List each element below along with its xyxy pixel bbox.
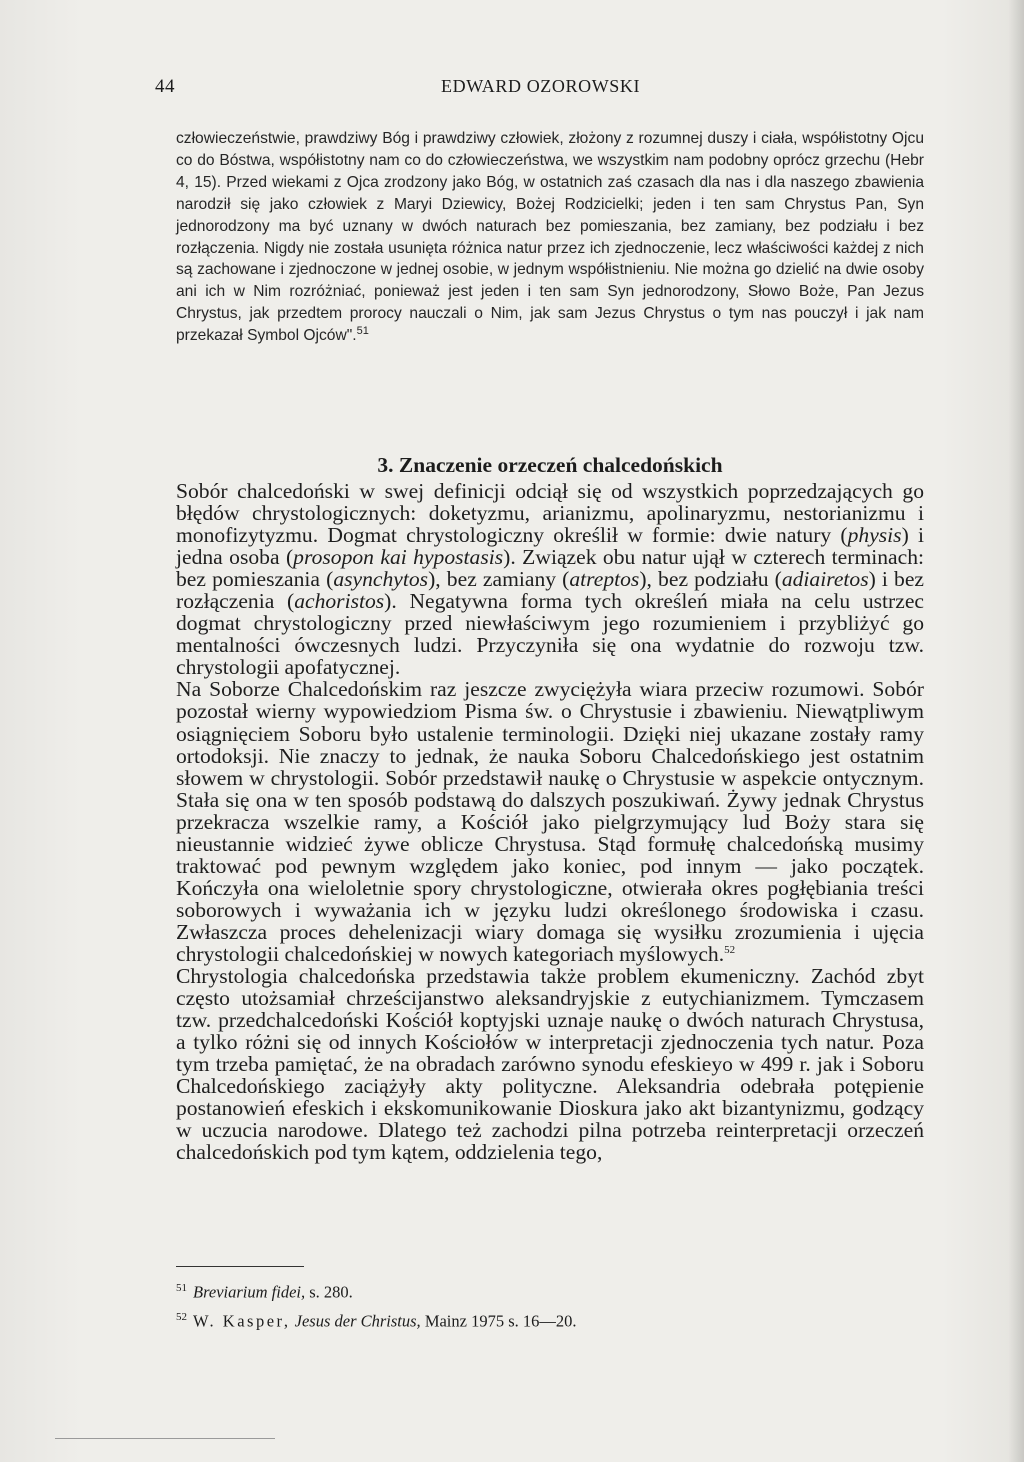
text-run: ), bez zamiany ( [428, 567, 570, 592]
footnote-title: Breviarium fidei, [193, 1282, 306, 1302]
section-heading: 3. Znaczenie orzeczeń chalcedońskich [377, 453, 723, 477]
paragraph-3 [176, 965, 924, 1163]
footnote-number: 52 [176, 1310, 187, 1323]
footnote-author: W. Kasper, [193, 1311, 291, 1330]
footnote-51 [176, 1276, 924, 1305]
footnote-divider [176, 1266, 304, 1267]
text-run: ), bez podziału ( [639, 567, 782, 592]
quotation-text: człowieczeństwie, prawdziwy Bóg i prawdziwy człowiek, złożony z rozumnej duszy i ciała, współistotny Ojcu co do Bóstwa, współistotny nam co do człowieczeństwa, we wszystkim nam podobny oprócz grzechu (Hebr 4, 15). Przed wiekami z Ojca zrodzony jako Bóg, w ostatnich zaś czasach dla nas i dla naszego zbawienia narodził się jako człowiek z Maryi Dziewicy, Bożej Rodzicielki; jeden i ten sam Chrystus Pan, Syn jednorodzony ma być uznany w dwóch naturach bez pomieszania, bez zamiany, bez podziału i bez rozłączenia. Nigdy nie została usunięta różnica natur przez ich zjednoczenie, lecz właściwości każdej z nich są zachowane i zjednoczone w jednej osobie, w jednym współistnieniu. Nie można go dzielić na dwie osoby ani ich w Nim rozróżniać, ponieważ jest jeden i ten sam Syn jednorodzony, Słowo Boże, Pan Jezus Chrystus, jak przedtem prorocy nauczali o Nim, jak sam Jezus Chrystus o tym nas pouczył i jak nam przekazał Symbol Ojców". [176, 130, 924, 345]
text-run: ). Związek obu natur ujął w czterech terminach: bez pomieszania ( [176, 545, 924, 592]
term-achoristos: achoristos [294, 589, 385, 614]
quotation-paragraph [176, 128, 924, 347]
footnote-ref-52: 52 [724, 943, 736, 956]
footnote-52 [176, 1305, 924, 1334]
text-run: ) i bez rozłączenia ( [176, 567, 925, 614]
text-run: Chrystologia chalcedońska przedstawia także problem ekumeniczny. Zachód zbyt często utożsamiał chrześcijanstwo aleksandryjskie z eutychianizmem. Tymczasem tzw. przedchalcedoński Kościół koptyjski uznaje naukę o dwóch naturach Chrystusa, a tylko różni się od innych Kościołów w interpretacji zjednoczenia tych natur. Poza tym trzeba pamiętać, że na obradach zarówno synodu efeskieyo w 499 r. jak i Soboru Chalcedońskiego zaciążyły akty polityczne. Aleksandria odebrała potępienie postanowień efeskich i ekskomunikowanie Dioskura jako akt bizantynizmu, godzący w uczucia narodowe. Dlatego też zachodzi pilna potrzeba reinterpretacji orzeczeń chalcedońskich pod tym kątem, oddzielenia tego, [176, 964, 924, 1165]
page-number: 44 [155, 76, 175, 97]
running-head: EDWARD OZOROWSKI [441, 76, 641, 96]
text-run: ). Negatywna forma tych określeń miała na celu ustrzec dogmat chrystologiczny przed niewłaściwym jego rozumieniem i przybliżyć go mentalności ówczesnych ludzi. Przyczyniła się ona wydatnie do rozwoju tzw. chrystologii apofatycznej. [176, 589, 924, 680]
text-run: Na Soborze Chalcedońskim raz jeszcze zwyciężyła wiara przeciw rozumowi. Sobór pozostał wierny wypowiedziom Pisma św. o Chrystusie i zbawieniu. Niewątpliwym osiągnięciem Soboru było ustalenie terminologii. Dzięki niej ukazane zostały ramy ortodoksji. Nie znaczy to jednak, że nauka Soboru Chalcedońskiego jest ostatnim słowem w chrystologii. Sobór przedstawił naukę o Chrystusie w aspekcie ontycznym. Stała się ona w ten sposób podstawą do dalszych poszukiwań. Żywy jednak Chrystus przekracza wszelkie ramy, a Kościół jako pielgrzymujący lud Boży stara się nieustannie widzieć żywe oblicze Chrystusa. Stąd formułę chalcedońską musimy traktować pod pewnym względem jako koniec, pod innym — jako początek. Kończyła ona wieloletnie spory chrystologiczne, otwierała okres pogłębiania treści soborowych i wyważania ich w języku ludzi określonego środowiska i czasu. Zwłaszcza proces dehelenizacji wiary domaga się wysiłku zrozumienia i ujęcia chrystologii chalcedońskiej w nowych kategoriach myślowych. [176, 677, 924, 966]
page-edge-shadow [1008, 0, 1024, 1462]
body-text [176, 480, 924, 1163]
paragraph-2 [176, 678, 924, 965]
paragraph-1 [176, 480, 924, 678]
creed-quotation [176, 128, 924, 347]
text-run: Sobór chalcedoński w swej definicji odciął się od wszystkich poprzedzających go błędów chrystologicznych: doketyzmu, arianizmu, apolinaryzmu, nestorianizmu i monofizytyzmu. Dogmat chrystologiczny określił w formie: dwie natury ( [176, 479, 924, 548]
footnote-ref-51: 51 [356, 324, 369, 337]
footnotes [176, 1276, 924, 1333]
term-physis: physis [847, 523, 902, 548]
footnote-rest: Mainz 1975 s. 16—20. [420, 1311, 577, 1330]
footnote-rest: s. 280. [305, 1282, 353, 1302]
scan-edge-line [55, 1438, 275, 1439]
text-run: ) i jedna osoba ( [176, 523, 924, 570]
page-header [155, 76, 925, 100]
term-atreptos: atreptos [569, 567, 640, 592]
footnote-title: Jesus der Christus, [294, 1311, 421, 1330]
term-prosopon: prosopon kai hypostasis [293, 545, 504, 570]
term-asynchytos: asynchytos [333, 567, 429, 592]
footnote-number: 51 [176, 1282, 187, 1294]
term-adiairetos: adiairetos [781, 567, 869, 592]
